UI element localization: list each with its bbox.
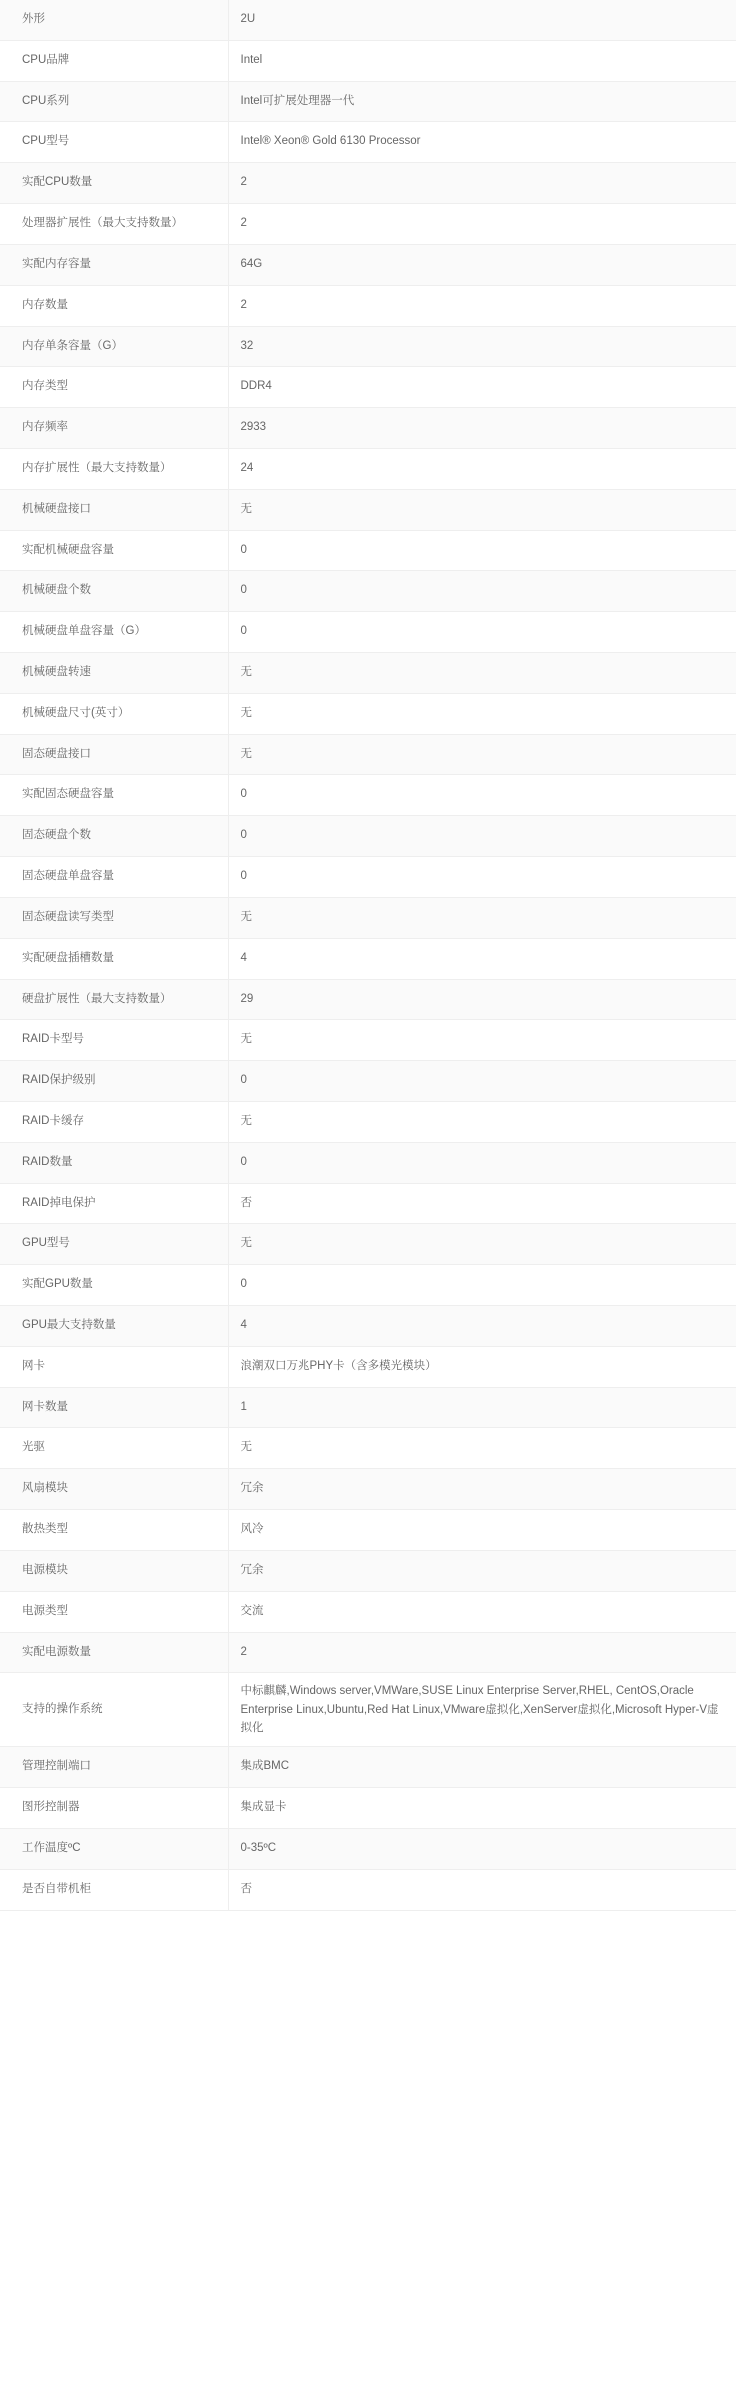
spec-value: 0 — [240, 1074, 247, 1087]
spec-value: Intel® Xeon® Gold 6130 Processor — [240, 135, 421, 148]
table-row — [0, 1591, 736, 1632]
spec-value: 无 — [240, 747, 252, 760]
table-row — [0, 1387, 736, 1428]
table-row — [0, 693, 736, 734]
spec-value: 0 — [240, 1278, 247, 1291]
spec-value: 2 — [240, 1645, 247, 1658]
spec-label: 光驱 — [0, 1428, 228, 1469]
table-row — [0, 40, 736, 81]
spec-value: 2 — [240, 176, 247, 189]
spec-value: 0-35ºC — [240, 1842, 277, 1855]
spec-label: 网卡 — [0, 1346, 228, 1387]
spec-label: 硬盘扩展性（最大支持数量） — [0, 979, 228, 1020]
table-row — [0, 571, 736, 612]
spec-label: CPU型号 — [0, 122, 228, 163]
spec-label: 内存数量 — [0, 285, 228, 326]
spec-label: 外形 — [0, 0, 228, 40]
table-row — [0, 81, 736, 122]
spec-label: RAID卡缓存 — [0, 1101, 228, 1142]
spec-value: 4 — [240, 1319, 247, 1331]
spec-value: 2 — [240, 298, 247, 311]
spec-label: 固态硬盘个数 — [0, 816, 228, 857]
spec-value: 集成显卡 — [240, 1801, 287, 1814]
table-row — [0, 1428, 736, 1469]
table-row — [0, 1265, 736, 1306]
table-row — [0, 1020, 736, 1061]
spec-label: CPU品牌 — [0, 40, 228, 81]
spec-label: 机械硬盘个数 — [0, 571, 228, 612]
spec-label: 实配硬盘插槽数量 — [0, 938, 228, 979]
spec-label: 处理器扩展性（最大支持数量） — [0, 204, 228, 245]
table-row — [0, 938, 736, 979]
spec-value: 29 — [240, 992, 254, 1005]
table-row — [0, 653, 736, 694]
spec-value: 2U — [240, 13, 256, 25]
spec-label: RAID掉电保护 — [0, 1183, 228, 1224]
table-row — [0, 448, 736, 489]
table-row — [0, 897, 736, 938]
table-row — [0, 1142, 736, 1183]
table-row — [0, 1183, 736, 1224]
spec-value: 无 — [240, 502, 252, 515]
spec-label: 支持的操作系统 — [0, 1673, 228, 1747]
table-row — [0, 244, 736, 285]
table-row — [0, 1829, 736, 1870]
spec-value: 0 — [240, 788, 247, 801]
spec-label: CPU系列 — [0, 81, 228, 122]
spec-label: 固态硬盘读写类型 — [0, 897, 228, 938]
table-row — [0, 163, 736, 204]
spec-label: 实配电源数量 — [0, 1632, 228, 1673]
spec-label: 散热类型 — [0, 1510, 228, 1551]
spec-label: RAID卡型号 — [0, 1020, 228, 1061]
spec-label: 实配机械硬盘容量 — [0, 530, 228, 571]
spec-value: 冗余 — [240, 1563, 264, 1576]
table-row — [0, 816, 736, 857]
table-row — [0, 1788, 736, 1829]
table-row — [0, 1306, 736, 1347]
spec-label: 机械硬盘转速 — [0, 653, 228, 694]
table-row — [0, 1632, 736, 1673]
table-row — [0, 775, 736, 816]
spec-label: 机械硬盘尺寸(英寸） — [0, 693, 228, 734]
spec-value: 0 — [240, 625, 247, 638]
table-row — [0, 1101, 736, 1142]
table-row — [0, 530, 736, 571]
spec-label: 内存频率 — [0, 408, 228, 449]
spec-value: 无 — [240, 1441, 252, 1454]
spec-label: 电源类型 — [0, 1591, 228, 1632]
spec-value: 否 — [240, 1882, 252, 1895]
spec-label: 机械硬盘单盘容量（G） — [0, 612, 228, 653]
spec-value: 0 — [240, 1155, 247, 1168]
spec-label: 内存单条容量（G） — [0, 326, 228, 367]
spec-label: 固态硬盘单盘容量 — [0, 857, 228, 898]
spec-value: DDR4 — [240, 380, 272, 393]
spec-value: Intel可扩展处理器一代 — [240, 94, 355, 107]
table-row — [0, 734, 736, 775]
spec-label: 图形控制器 — [0, 1788, 228, 1829]
spec-label: 风扇模块 — [0, 1469, 228, 1510]
table-row — [0, 489, 736, 530]
spec-label: 实配固态硬盘容量 — [0, 775, 228, 816]
spec-label: 电源模块 — [0, 1550, 228, 1591]
table-row — [0, 1061, 736, 1102]
spec-label: 管理控制端口 — [0, 1747, 228, 1788]
spec-value: 2 — [240, 217, 247, 230]
spec-value: 无 — [240, 1033, 252, 1046]
spec-value: 无 — [240, 1114, 252, 1127]
table-row — [0, 857, 736, 898]
spec-value: 0 — [240, 543, 247, 556]
spec-value: 交流 — [240, 1604, 264, 1617]
spec-value: 0 — [240, 829, 247, 842]
spec-label: 网卡数量 — [0, 1387, 228, 1428]
table-row — [0, 285, 736, 326]
spec-label: 内存扩展性（最大支持数量） — [0, 448, 228, 489]
spec-label: 是否自带机柜 — [0, 1869, 228, 1910]
table-row — [0, 1224, 736, 1265]
table-row — [0, 1673, 736, 1747]
spec-value: Intel — [240, 53, 263, 66]
spec-value: 24 — [240, 461, 254, 474]
spec-value: 浪潮双口万兆PHY卡（含多模光模块） — [240, 1359, 437, 1372]
spec-value: 0 — [240, 870, 247, 883]
spec-value: 4 — [240, 951, 247, 964]
spec-value: 64G — [240, 257, 263, 270]
table-row — [0, 1346, 736, 1387]
spec-label: 实配内存容量 — [0, 244, 228, 285]
spec-label: 固态硬盘接口 — [0, 734, 228, 775]
spec-value: 0 — [240, 584, 247, 597]
table-row — [0, 1869, 736, 1910]
table-row — [0, 408, 736, 449]
spec-label: 内存类型 — [0, 367, 228, 408]
spec-value: 无 — [240, 666, 252, 678]
table-row — [0, 1747, 736, 1788]
spec-value: 32 — [240, 339, 254, 352]
spec-label: 实配CPU数量 — [0, 163, 228, 204]
spec-value: 否 — [240, 1196, 252, 1209]
table-row — [0, 122, 736, 163]
spec-value: 冗余 — [240, 1482, 264, 1495]
spec-value: 中标麒麟,Windows server,VMWare,SUSE Linux Enterprise Server,RHEL, CentOS,Oracle Enterprise Linux,Ubuntu,Red Hat Linux,VMware虚拟化,XenServer虚拟化,Microsoft Hyper-V虚拟化 — [240, 1685, 719, 1735]
table-row — [0, 979, 736, 1020]
spec-label: 实配GPU数量 — [0, 1265, 228, 1306]
spec-value: 无 — [240, 1237, 252, 1250]
table-row — [0, 1469, 736, 1510]
table-row — [0, 1510, 736, 1551]
spec-value: 无 — [240, 706, 252, 719]
spec-label: GPU型号 — [0, 1224, 228, 1265]
spec-value: 集成BMC — [240, 1760, 290, 1773]
spec-label: RAID数量 — [0, 1142, 228, 1183]
spec-value: 风冷 — [240, 1523, 264, 1536]
table-row — [0, 204, 736, 245]
table-row — [0, 367, 736, 408]
spec-label: RAID保护级别 — [0, 1061, 228, 1102]
spec-value: 无 — [240, 910, 252, 923]
table-row — [0, 1550, 736, 1591]
table-row — [0, 326, 736, 367]
spec-value: 2933 — [240, 421, 267, 434]
table-row — [0, 0, 736, 40]
spec-label: GPU最大支持数量 — [0, 1306, 228, 1347]
spec-value: 1 — [240, 1400, 247, 1413]
spec-label: 机械硬盘接口 — [0, 489, 228, 530]
spec-label: 工作温度ºC — [0, 1829, 228, 1870]
table-row — [0, 612, 736, 653]
